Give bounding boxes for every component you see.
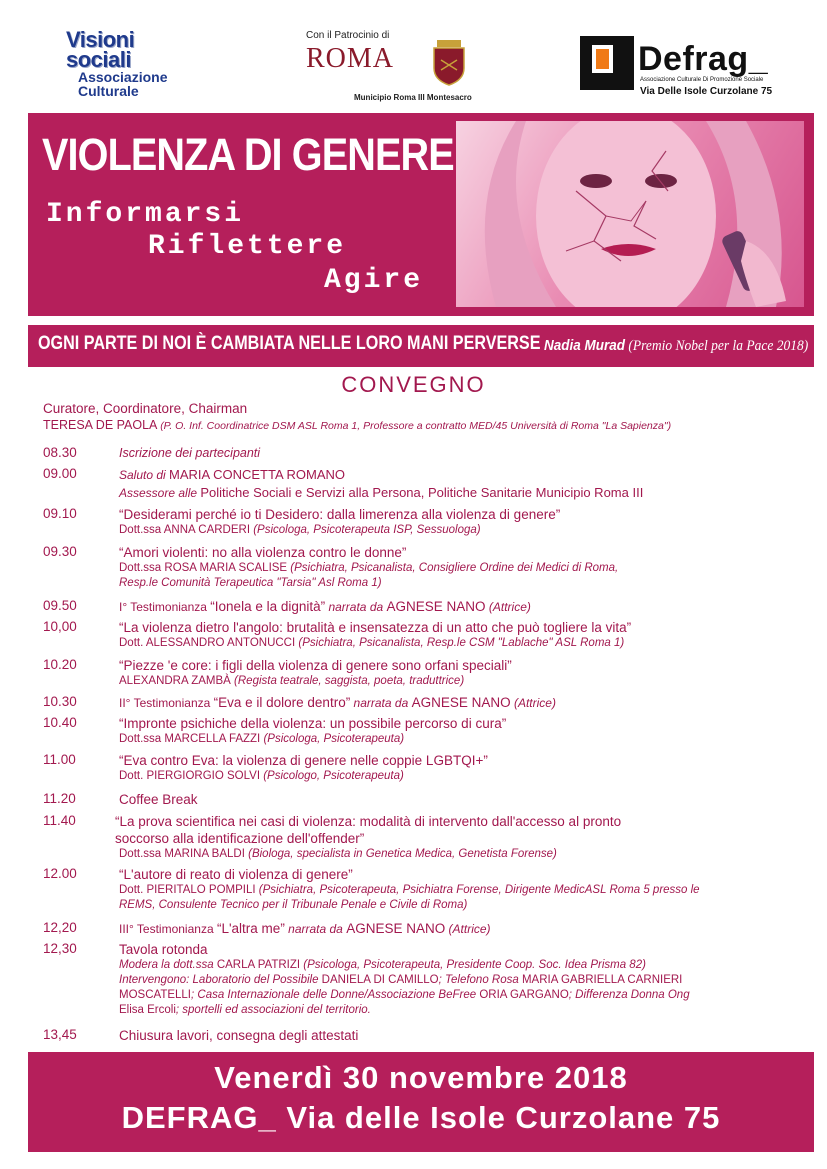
program-time: 09.00 xyxy=(43,466,77,481)
program-time: 10,00 xyxy=(43,619,77,634)
curatore-name xyxy=(43,418,671,432)
visioni-sociali-logo xyxy=(66,27,184,99)
program-speaker: MOSCATELLI xyxy=(119,989,191,1001)
program-prefix: Dott.ssa xyxy=(119,848,165,860)
program-title: “Ionela e la dignità” xyxy=(210,599,326,614)
program-time: 11.00 xyxy=(43,752,76,767)
program-speaker: AGNESE NANO xyxy=(411,695,511,710)
program-title: “Piezze 'e core: i figli della violenza di genere sono orfani speciali” xyxy=(119,658,512,673)
program-speaker: DANIELA DI CAMILLO xyxy=(321,974,439,986)
program-time: 10.40 xyxy=(43,715,77,730)
program-speaker: Elisa Ercoli xyxy=(119,1004,176,1016)
program-speaker: ALESSANDRO ANTONUCCI xyxy=(145,637,296,649)
program-prefix: ; sportelli ed associazioni del territorio. xyxy=(175,1004,371,1016)
program-title: “Eva e il dolore dentro” xyxy=(213,695,351,710)
program-affiliation: (Regista teatrale, saggista, poeta, traduttrice) xyxy=(230,675,465,687)
quote-author xyxy=(544,337,808,355)
program-prefix: narrata da xyxy=(350,696,412,710)
program-title: Tavola rotonda xyxy=(119,942,208,957)
program-time: 09.30 xyxy=(43,544,77,559)
curatore-affiliation: (P. O. Inf. Coordinatrice DSM ASL Roma 1, Professore a contratto MED/45 Università di Roma "La Sapienza") xyxy=(160,420,672,432)
program-speaker: PIERGIORGIO SOLVI xyxy=(146,770,261,782)
program-prefix: Intervengono: Laboratorio del Possibile xyxy=(119,974,322,986)
program-time: 11.40 xyxy=(43,813,76,828)
author-note: (Premio Nobel per la Pace 2018) xyxy=(628,338,809,354)
subtitle-riflettere: Riflettere xyxy=(148,231,347,262)
program-title-continued: soccorso alla identificazione dell'offender” xyxy=(115,831,365,846)
program-prefix: Dott. xyxy=(119,884,147,896)
program-role: Politiche Sociali e Servizi alla Persona, Politiche Sanitarie Municipio Roma III xyxy=(200,485,644,500)
program-prefix: narrata da xyxy=(325,600,387,614)
page-title: VIOLENZA DI GENERE xyxy=(42,129,454,180)
program-affiliation: (Attrice) xyxy=(445,922,491,936)
roma-wordmark: ROMA xyxy=(306,43,395,74)
program-title: “La violenza dietro l'angolo: brutalità e insensatezza di un atto che può togliere la vita” xyxy=(119,620,632,635)
program-time: 09.50 xyxy=(43,598,77,613)
program-time: 13,45 xyxy=(43,1027,77,1042)
program-prefix: Dott. xyxy=(119,637,146,649)
roma-shield-icon xyxy=(431,40,467,86)
program-affiliation: (Psicologo, Psicoterapeuta) xyxy=(260,770,404,782)
program-speaker: MARIA GABRIELLA CARNIERI xyxy=(521,974,683,986)
program-time: 12,20 xyxy=(43,920,77,935)
curatore-name-text: TERESA DE PAOLA xyxy=(43,418,157,432)
program-speaker: PIERITALO POMPILI xyxy=(146,884,256,896)
program-prefix: Modera la dott.ssa xyxy=(119,959,217,971)
program-title: “Impronte psichiche della violenza: un possibile percorso di cura” xyxy=(119,716,507,731)
subtitle-informarsi: Informarsi xyxy=(46,199,245,230)
program-title: “La prova scientifica nei casi di violenza: modalità di intervento dall'accesso al pronto xyxy=(115,814,622,829)
program-speaker: AGNESE NANO xyxy=(346,921,446,936)
program-affiliation: (Psicologa, Psicoterapeuta ISP, Sessuologa) xyxy=(250,524,481,536)
program-prefix: Dott.ssa xyxy=(119,524,164,536)
program-prefix: narrata da xyxy=(284,922,347,936)
program-time: 09.10 xyxy=(43,506,77,521)
program-time: 12,30 xyxy=(43,941,77,956)
program-prefix: Dott.ssa xyxy=(119,562,165,574)
program-speaker: ORIA GARGANO xyxy=(479,989,569,1001)
program-speaker: CARLA PATRIZI xyxy=(216,959,301,971)
curatore-label: Curatore, Coordinatore, Chairman xyxy=(43,401,248,416)
roma-patronage-logo xyxy=(296,30,481,105)
program-prefix: Saluto di xyxy=(119,468,170,482)
program-title: “Eva contro Eva: la violenza di genere nelle coppie LGBTQI+” xyxy=(119,753,488,768)
program-speaker: MARCELLA FAZZI xyxy=(164,733,261,745)
program-affiliation: Resp.le Comunità Terapeutica "Tarsia" Asl Roma 1) xyxy=(119,577,382,589)
program-title: “L'autore di reato di violenza di genere” xyxy=(119,867,353,882)
program-affiliation: (Psichiatra, Psicanalista, Resp.le CSM "Lablache" ASL Roma 1) xyxy=(295,637,625,649)
quote-text: OGNI PARTE DI NOI È CAMBIATA NELLE LORO MANI PERVERSE xyxy=(38,333,541,354)
program-prefix: II° Testimonianza xyxy=(119,696,214,710)
event-venue: DEFRAG_ Via delle Isole Curzolane 75 xyxy=(121,1100,721,1135)
program-time: 12.00 xyxy=(43,866,77,881)
program-title: Iscrizione dei partecipanti xyxy=(119,446,261,460)
program-prefix: III° Testimonianza xyxy=(119,922,217,936)
quote-bar xyxy=(28,325,814,367)
program-prefix: ; Telefono Rosa xyxy=(438,974,522,986)
logo-text: Associazione xyxy=(78,69,168,85)
program-time: 10.30 xyxy=(43,694,77,709)
defrag-square-icon xyxy=(580,36,634,90)
program-affiliation: (Psichiatra, Psicoterapeuta, Psichiatra Forense, Dirigente MedicASL Roma 5 presso le xyxy=(255,884,700,896)
program-speaker: AGNESE NANO xyxy=(386,599,486,614)
defrag-address: Via Delle Isole Curzolane 75 xyxy=(640,86,773,97)
program-prefix: Dott.ssa xyxy=(119,733,165,745)
program-prefix: ; Differenza Donna Ong xyxy=(568,989,690,1001)
program-speaker: MARIA CONCETTA ROMANO xyxy=(169,467,346,482)
cracked-face-image xyxy=(456,121,804,307)
program-title: “Desiderami perché io ti Desidero: dalla limerenza alla violenza di genere” xyxy=(119,507,561,522)
program-prefix: Assessore alle xyxy=(119,486,201,500)
program-title: “Amori violenti: no alla violenza contro le donne” xyxy=(119,545,407,560)
event-date: Venerdì 30 novembre 2018 xyxy=(214,1060,628,1095)
footer-band xyxy=(28,1052,814,1152)
program-affiliation: (Biologa, specialista in Genetica Medica, Genetista Forense) xyxy=(244,848,557,860)
program-affiliation: (Attrice) xyxy=(485,600,531,614)
program-title: “L'altra me” xyxy=(216,921,285,936)
program-prefix: Dott. xyxy=(119,770,147,782)
subtitle-agire: Agire xyxy=(324,265,424,296)
municipio-label: Municipio Roma III Montesacro xyxy=(354,93,472,102)
defrag-logo xyxy=(578,36,778,100)
program-speaker: ROSA MARIA SCALISE xyxy=(164,562,288,574)
program-prefix: I° Testimonianza xyxy=(119,600,211,614)
program-affiliation: (Psicologa, Psicoterapeuta, Presidente Coop. Soc. Idea Prisma 82) xyxy=(300,959,646,971)
defrag-subtitle: Associazione Culturale Di Promozione Sociale xyxy=(640,77,764,83)
program-affiliation: (Psichiatra, Psicanalista, Consigliere Ordine dei Medici di Roma, xyxy=(287,562,619,574)
program-time: 10.20 xyxy=(43,657,77,672)
header-band xyxy=(28,113,814,316)
program-time: 11.20 xyxy=(43,791,76,806)
header-photo xyxy=(456,121,804,307)
program-title: Coffee Break xyxy=(119,792,198,807)
program-affiliation: (Attrice) xyxy=(510,696,556,710)
logo-text: sociali xyxy=(66,47,131,72)
program-affiliation: (Psicologa, Psicoterapeuta) xyxy=(260,733,405,745)
program-title: Chiusura lavori, consegna degli attestati xyxy=(119,1028,359,1043)
logo-text: Visioni xyxy=(66,27,135,52)
program-prefix: ; Casa Internazionale delle Donne/Associazione BeFree xyxy=(191,989,480,1001)
program-speaker: MARINA BALDI xyxy=(164,848,245,860)
logo-text: Culturale xyxy=(78,83,139,99)
patronage-label: Con il Patrocinio di xyxy=(306,30,390,41)
author-name: Nadia Murad xyxy=(544,337,626,354)
convegno-heading: CONVEGNO xyxy=(341,372,486,397)
program-time: 08.30 xyxy=(43,445,77,460)
defrag-wordmark: Defrag_ xyxy=(638,40,769,78)
program-speaker: ALEXANDRA ZAMBÀ xyxy=(119,675,231,687)
program-affiliation: REMS, Consulente Tecnico per il Tribunale Penale e Civile di Roma) xyxy=(119,899,468,911)
program-speaker: ANNA CARDERI xyxy=(163,524,251,536)
